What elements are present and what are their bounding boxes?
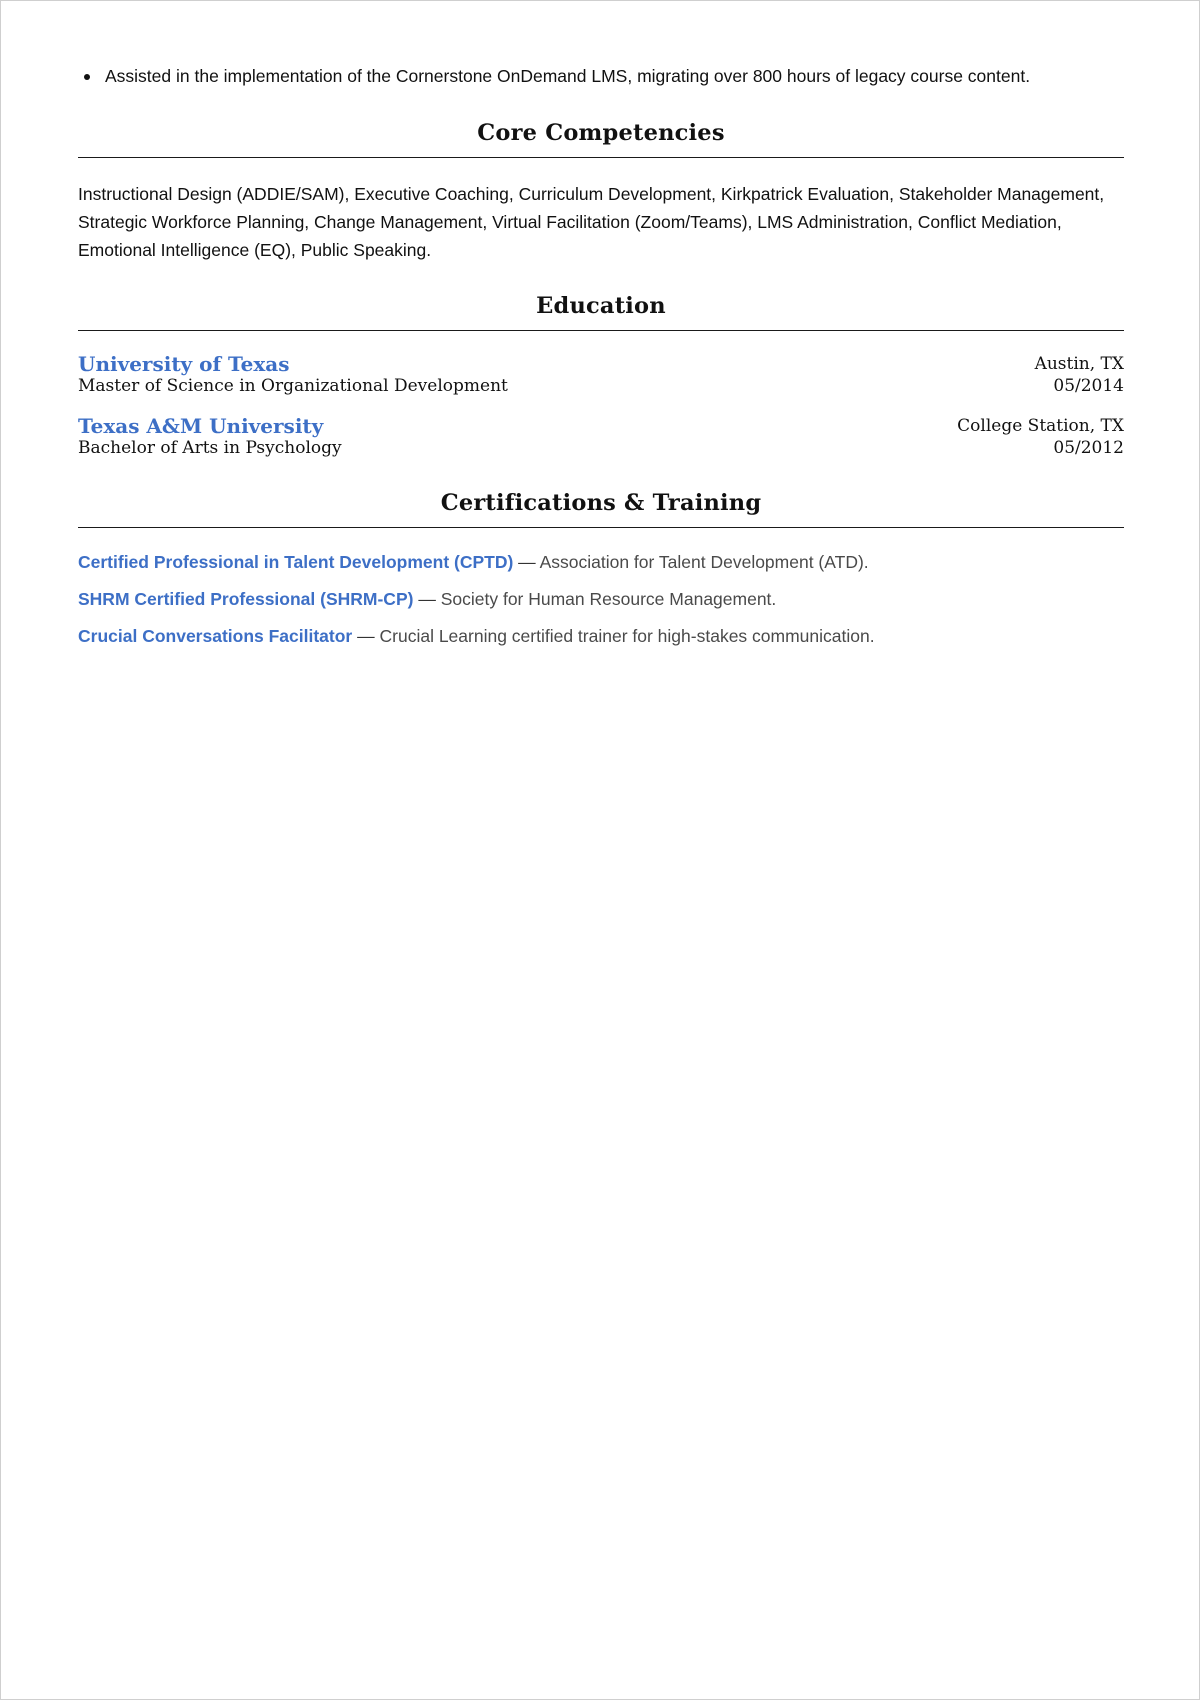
education-location: College Station, TX <box>957 416 1124 436</box>
experience-bullet <box>78 63 1124 89</box>
certification-name: SHRM Certified Professional (SHRM-CP) <box>78 589 414 609</box>
education-entry <box>78 352 1124 396</box>
core-competencies-text: Instructional Design (ADDIE/SAM), Executive Coaching, Curriculum Development, Kirkpatrick Evaluation, Stakeholder Management, Strategic Workforce Planning, Change Management, Virtual Facilitation (Zoom/Teams), LMS Administration, Conflict Mediation, Emotional Intelligence (EQ), Public Speaking. <box>78 184 1105 260</box>
certification-item <box>78 587 1124 611</box>
education-entry <box>78 414 1124 458</box>
certification-item <box>78 624 1124 648</box>
education-divider <box>78 330 1124 331</box>
education-location: Austin, TX <box>1034 354 1124 374</box>
education-date: 05/2014 <box>1053 376 1124 396</box>
certification-description: Society for Human Resource Management. <box>440 589 777 609</box>
experience-bullet-text: Assisted in the implementation of the Cornerstone OnDemand LMS, migrating over 800 hours of legacy course content. <box>105 66 1031 86</box>
education-school: Texas A&M University <box>78 414 324 438</box>
certification-name: Crucial Conversations Facilitator <box>78 626 353 646</box>
certifications-divider <box>78 527 1124 528</box>
education-heading: Education <box>536 293 666 319</box>
education-degree: Bachelor of Arts in Psychology <box>78 438 342 458</box>
certification-description: Crucial Learning certified trainer for high-stakes communication. <box>379 626 875 646</box>
education-degree: Master of Science in Organizational Development <box>78 376 508 396</box>
bullet-icon <box>84 74 90 80</box>
certification-description: Association for Talent Development (ATD). <box>539 552 869 572</box>
certification-separator: — <box>418 589 436 609</box>
education-date: 05/2012 <box>1053 438 1124 458</box>
experience-bullet-list <box>78 63 1124 89</box>
certification-name: Certified Professional in Talent Development (CPTD) <box>78 552 514 572</box>
education-school: University of Texas <box>78 352 290 376</box>
certification-separator: — <box>357 626 375 646</box>
core-competencies-divider <box>78 157 1124 158</box>
certification-item <box>78 550 1124 574</box>
certifications-heading: Certifications & Training <box>440 490 762 516</box>
certification-separator: — <box>518 552 536 572</box>
core-competencies-heading: Core Competencies <box>477 120 725 146</box>
